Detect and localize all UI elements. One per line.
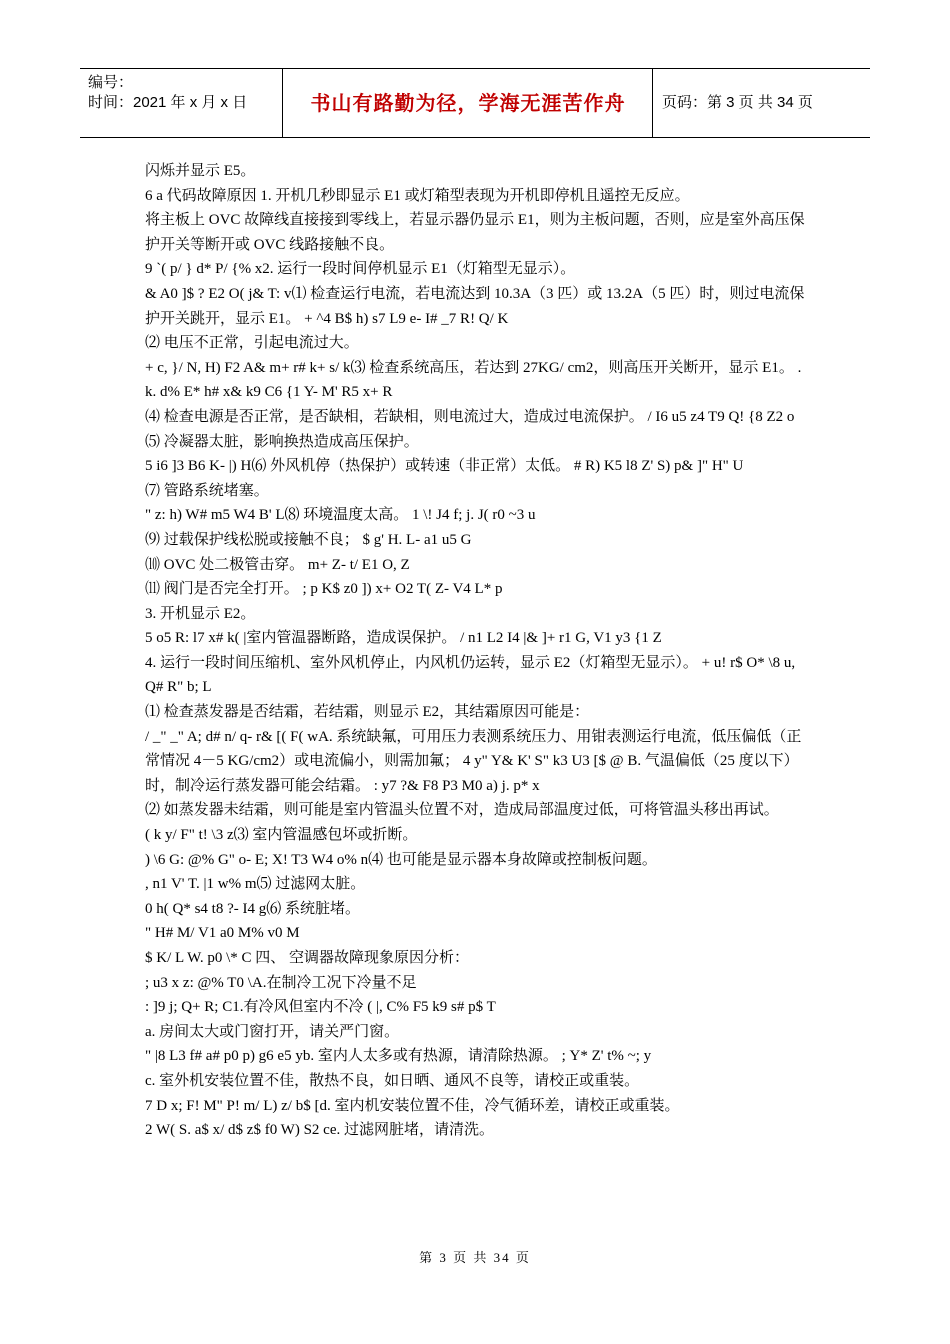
body-line: " |8 L3 f# a# p0 p) g6 e5 yb. 室内人太多或有热源，请清除热源。 ; Y* Z' t% ~; y (145, 1048, 652, 1065)
body-line: ⑾ 阀门是否完全打开。 ; p K$ z0 ]) x+ O2 T( Z- V4 L* p (145, 581, 503, 598)
body-line: ⑺ 管路系统堵塞。 (145, 482, 269, 499)
page-footer: 第 3 页 共 34 页 (419, 1250, 531, 1265)
body-line: ⑽ OVC 处二极管击穿。 m+ Z- t/ E1 O, Z (145, 556, 410, 573)
body-line: ⑵ 如蒸发器未结霜，则可能是室内管温头位置不对，造成局部温度过低，可将管温头移出再试。 (145, 802, 779, 819)
body-line: ⑵ 电压不正常，引起电流过大。 (145, 335, 359, 352)
body-line: ⑼ 过载保护线松脱或接触不良； $ g' H. L- a1 u5 G (145, 531, 472, 548)
body-line: ⑷ 检查电源是否正常，是否缺相，若缺相，则电流过大，造成过电流保护。 / I6 u5 z4 T9 Q! {8 Z2 o (145, 408, 795, 425)
body-line: c. 室外机安装位置不佳，散热不良，如日晒、通风不良等，请校正或重装。 (145, 1072, 640, 1089)
body-line: " H# M/ V1 a0 M% v0 M (145, 925, 300, 942)
body-line: 闪烁并显示 E5。 (145, 163, 256, 179)
body-line: + c, }/ N, H) F2 A& m+ r# k+ s/ k⑶ 检查系统高压，若达到 27KG/ cm2，则高压开关断开，显示 E1。 . k. d% E* h# x& k9 C6 {1 Y- M' R5 x+ R (145, 359, 802, 401)
header-divider (652, 69, 655, 137)
doc-date: 时间：2021 年 x 月 x 日 (88, 94, 248, 111)
body-line: : ]9 j; Q+ R; C1.有冷风但室内不冷 ( |, C% F5 k9 s# p$ T (145, 999, 496, 1016)
body-line: 5 i6 ]3 B6 K- |) H⑹ 外风机停（热保护）或转速（非正常）太低。 # R) K5 l8 Z' S) p& ]" H" U (145, 458, 744, 475)
body-line: , n1 V' T. |1 w% m⑸ 过滤网太脏。 (145, 876, 366, 893)
body-line: 0 h( Q* s4 t8 ?- I4 g⑹ 系统脏堵。 (145, 900, 360, 917)
document-body (145, 159, 807, 1143)
header-motto: 书山有路勤为径，学海无涯苦作舟 (310, 91, 626, 115)
body-line: " z: h) W# m5 W4 B' L⑻ 环境温度太高。 1 \! J4 f; j. J( r0 ~3 u (145, 507, 536, 524)
body-line: a. 房间太大或门窗打开，请关严门窗。 (145, 1023, 400, 1040)
body-line: 5 o5 R: l7 x# k( |室内管温器断路，造成误保护。 / n1 L2 I4 |& ]+ r1 G, V1 y3 {1 Z (145, 630, 662, 647)
body-line: 9 `( p/ } d* P/ {% x2. 运行一段时间停机显示 E1（灯箱型无显示）。 (145, 261, 576, 278)
body-line: / _" _" A; d# n/ q- r& [( F( wA. 系统缺氟，可用压力表测系统压力、用钳表测运行电流，低压偏低（正常情况 4－5 KG/cm2）或电流偏小，则需加氟； 4 y" Y& K' S" k3 U3 [$ @ B. 气温偏低（25 度以下）时，制冷运行蒸发器可能会结霜。 : y7 ?& F8 P3 M0 a) j. p* x (145, 728, 802, 794)
header-left (88, 73, 247, 113)
doc-number-label: 编号： (88, 74, 134, 91)
body-line: ⑴ 检查蒸发器是否结霜，若结霜，则显示 E2，其结霜原因可能是： (145, 704, 590, 721)
body-line: 将主板上 OVC 故障线直接接到零线上，若显示器仍显示 E1，则为主板问题，否则，应是室外高压保护开关等断开或 OVC 线路接触不良。 (145, 212, 805, 253)
body-line: ; u3 x z: @% T0 \A.在制冷工况下冷量不足 (145, 974, 417, 991)
body-line: 6 a 代码故障原因 1. 开机几秒即显示 E1 或灯箱型表现为开机即停机且遥控无反应。 (145, 187, 690, 204)
page-header (80, 68, 870, 138)
body-line: 3. 开机显示 E2。 (145, 605, 256, 622)
body-line: ( k y/ F" t! \3 z⑶ 室内管温感包坏或折断。 (145, 827, 418, 844)
body-line: 2 W( S. a$ x/ d$ z$ f0 W) S2 ce. 过滤网脏堵，请清洗。 (145, 1122, 494, 1139)
body-line: $ K/ L W. p0 \* C 四、 空调器故障现象原因分析： (145, 950, 470, 966)
body-line: & A0 ]$ ? E2 O( j& T: v⑴ 检查运行电流，若电流达到 10.3A（3 匹）或 13.2A（5 匹）时，则过电流保护开关跳开，显示 E1。 + ^4 B$ h) s7 L9 e- I# _7 R! Q/ K (145, 285, 805, 327)
header-page-info: 页码：第 3 页 共 34 页 (662, 94, 813, 111)
body-line: ⑸ 冷凝器太脏，影响换热造成高压保护。 (145, 433, 419, 450)
body-line: 7 D x; F! M" P! m/ L) z/ b$ [d. 室内机安装位置不佳，冷气循环差，请校正或重装。 (145, 1097, 680, 1114)
body-line: ) \6 G: @% G" o- E; X! T3 W4 o% n⑷ 也可能是显示器本身故障或控制板问题。 (145, 851, 657, 868)
body-line: 4. 运行一段时间压缩机、室外风机停止，内风机仍运转，显示 E2（灯箱型无显示）。 + u! r$ O* \8 u, Q# R" b; L (145, 654, 796, 696)
